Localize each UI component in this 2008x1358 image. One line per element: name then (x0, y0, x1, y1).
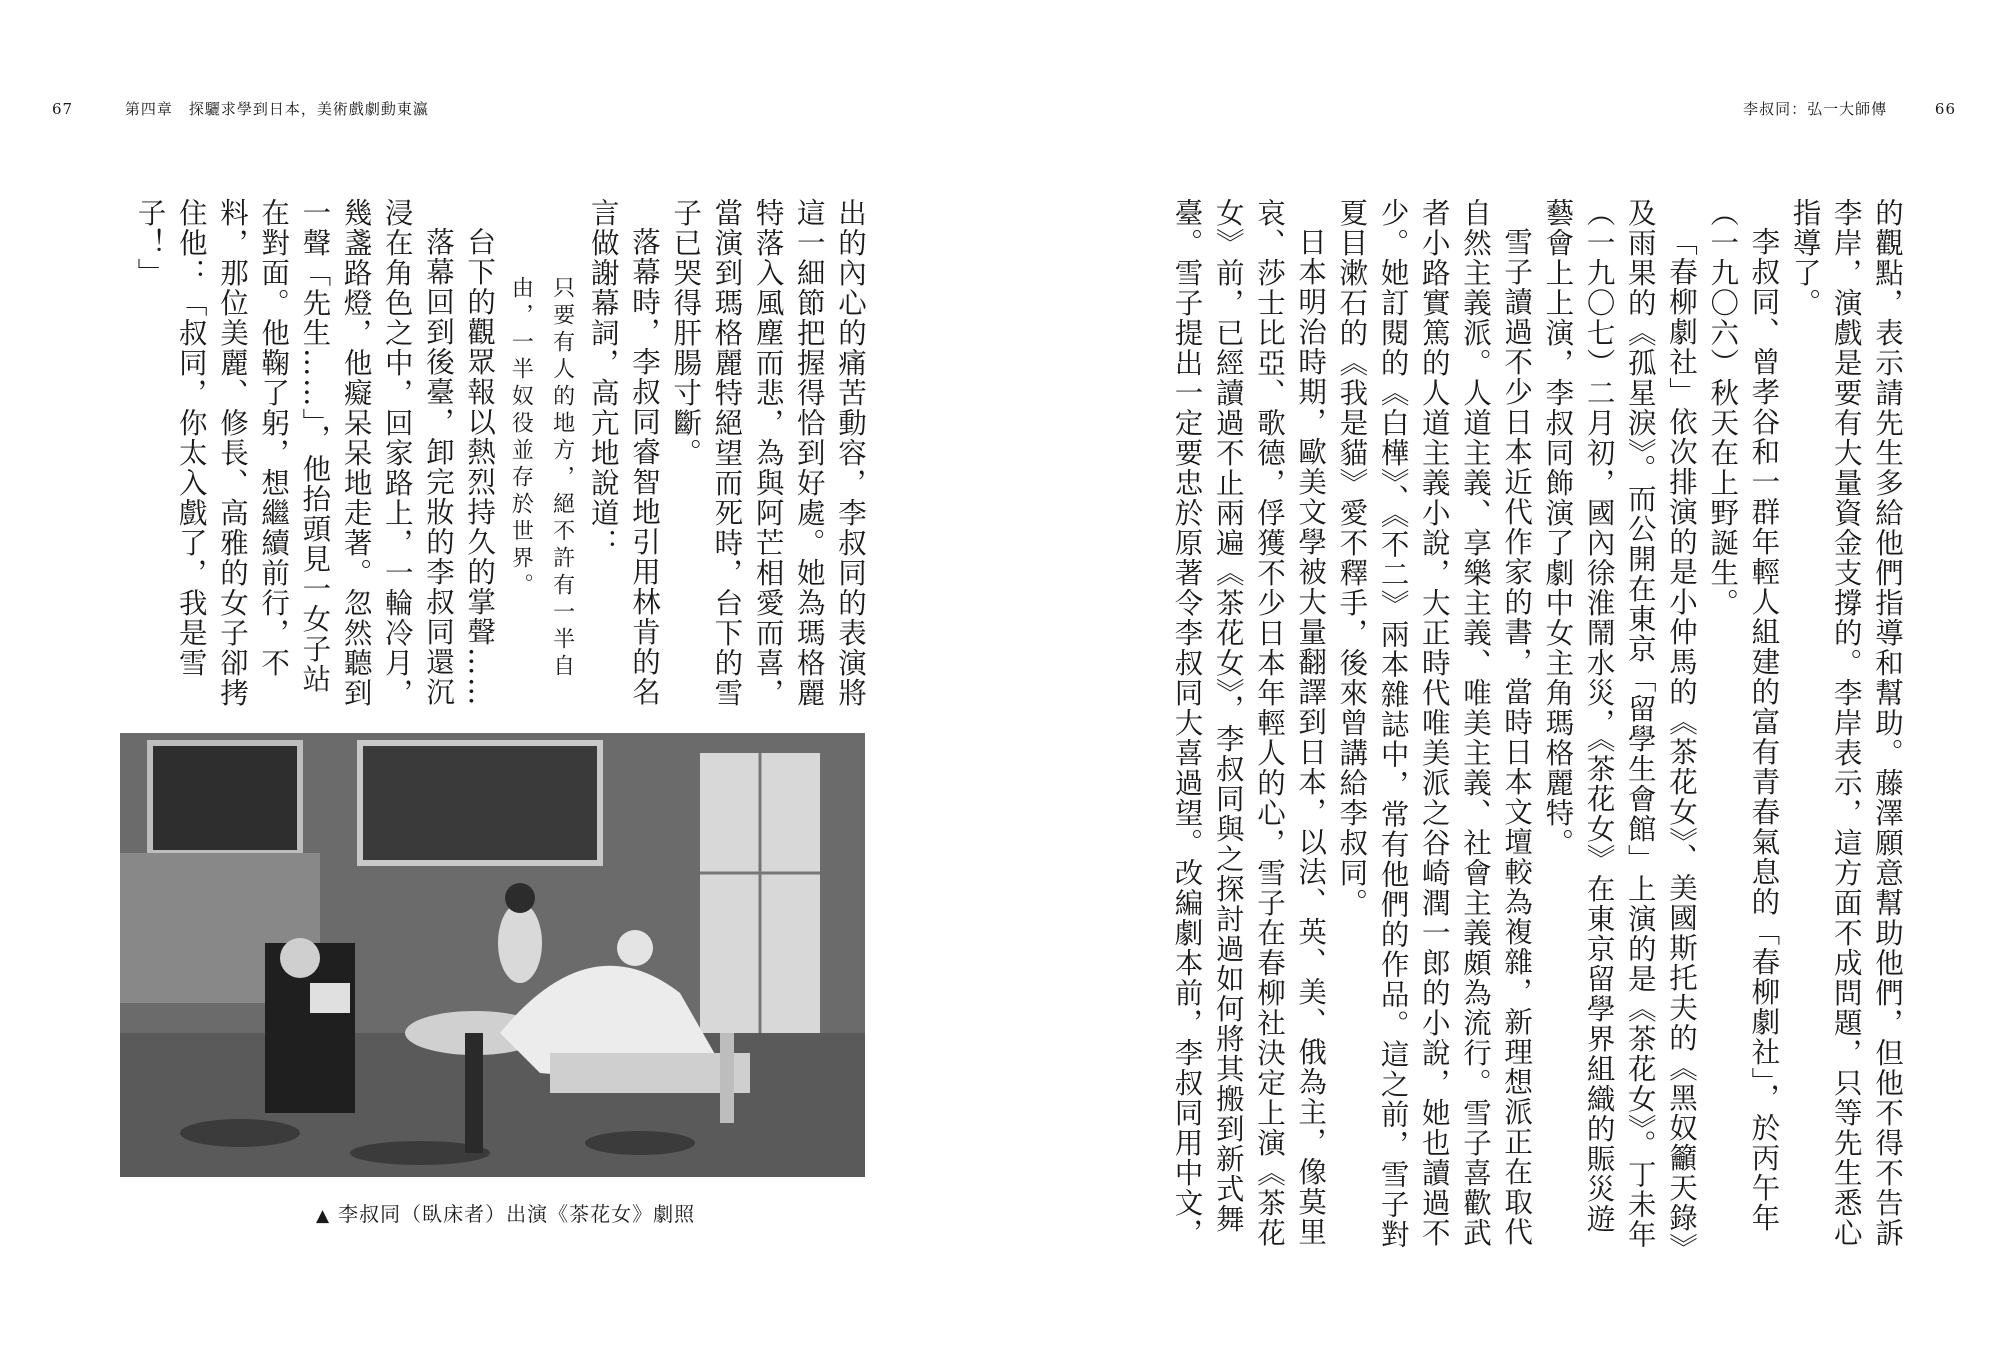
paragraph: 日本明治時期，歐美文學被大量翻譯到日本，以法、英、美、俄為主，像莫里哀、莎士比亞、歌德，俘獲不少日本年輕人的心，雪子在春柳社決定上演《茶花女》前，已經讀過不止兩遍《茶花女》，李叔同與之探討過如何將其搬到新式舞臺。雪子提出一定要忠於原著令李叔同大喜過望。改編劇本前，李叔同用中文， (1170, 198, 1328, 1248)
paragraph: 雪子讀過不少日本近代作家的書，當時日本文壇較為複雜，新理想派正在取代自然主義派。人道主義、享樂主義、唯美主義、社會主義頗為流行。雪子喜歡武者小路實篤的人道主義小說，大正時代唯美派之谷崎潤一郎的小說，她也讀過不少。她訂閱的《白樺》、《不二》兩本雜誌中，常有他們的作品。這之前，雪子對夏目漱石的《我是貓》愛不釋手，後來曾講給李叔同。 (1335, 198, 1534, 1250)
paragraph: 落幕時，李叔同睿智地引用林肯的名言做謝幕詞，高亢地說道： (586, 198, 661, 707)
left-page-text (126, 198, 871, 708)
paragraph: 「春柳劇社」依次排演的是小仲馬的《茶花女》、美國斯托夫的《黑奴籲天錄》及雨果的《孤星淚》。而公開在東京「留學生會館」上演的是《茶花女》。丁未年（一九〇七）二月初，國內徐淮鬧水災，《茶花女》在東京留學界組織的賑災遊藝會上上演，李叔同飾演了劇中女主角瑪格麗特。 (1541, 198, 1698, 1250)
paragraph: 台下的觀眾報以熱烈持久的掌聲…… (463, 226, 497, 707)
photo-caption-text: 李叔同（臥床者）出演《茶花女》劇照 (338, 1202, 696, 1226)
right-page-number: 66 (1934, 100, 1956, 118)
left-page-number: 67 (52, 100, 74, 118)
paragraph (126, 198, 129, 708)
book-title: 李叔同：弘一大師傳 (1743, 100, 1888, 118)
stage-photo-illustration (120, 733, 865, 1177)
chapter-title: 第四章 探驪求學到日本，美術戲劇動東瀛 (124, 100, 429, 118)
paragraph: 的觀點，表示請先生多給他們指導和幫助。藤澤願意幫助他們，但他不得不告訴李岸，演戲是要有大量資金支撐的。李岸表示，這方面不成問題，只等先生悉心指導了。 (1788, 198, 1904, 1248)
right-page-header (1743, 98, 1956, 119)
paragraph: 出的內心的痛苦動容，李叔同的表演將這一細節把握得恰到好處。她為瑪格麗特落入風塵而悲，為與阿芒相愛而喜，當演到瑪格麗特絕望而死時，台下的雪子已哭得肝腸寸斷。 (669, 198, 867, 708)
photo-caption (316, 1198, 695, 1227)
paragraph: 李叔同、曾孝谷和一群年輕人組建的富有青春氣息的「春柳劇社」，於丙午年（一九〇六）秋天在上野誕生。 (1706, 198, 1781, 1233)
stage-photo (120, 733, 865, 1177)
left-page-header (52, 98, 429, 119)
paragraph: 落幕回到後臺，卸完妝的李叔同還沉浸在角色之中，回家路上，一輪冷月，幾盞路燈，他癡呆呆地走著。忽然聽到一聲「先生……」，他抬頭見一女子站在對面。他鞠了躬，想繼續前行，不料，那位美麗、修長、高雅的女子卻拷住他：「叔同，你太入戲了，我是雪子！」 (133, 198, 455, 708)
triangle-marker-icon: ▲ (316, 1206, 331, 1226)
right-page-text (1163, 198, 1908, 1250)
lincoln-quote: 只要有人的地方，絕不許有一半自由，一半奴役並存於世界。 (508, 276, 575, 681)
